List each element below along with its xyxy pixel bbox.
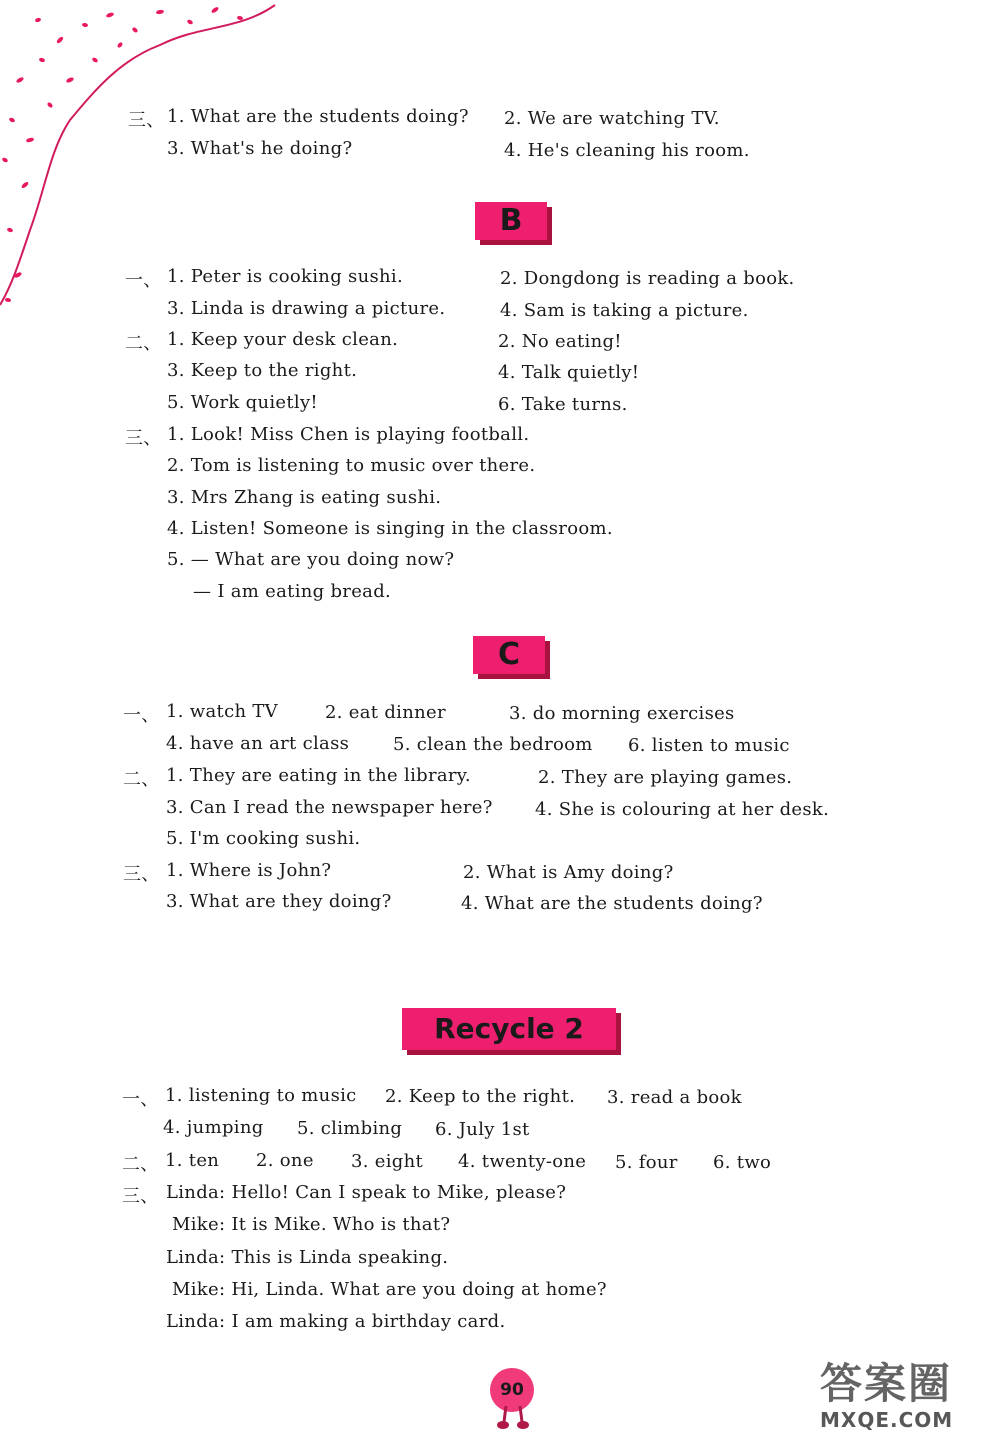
answer-line: 1. Keep your desk clean. <box>167 329 399 350</box>
page-number: 90 <box>490 1368 534 1412</box>
section-c-heading: C <box>473 636 545 674</box>
answer-line: 6. Take turns. <box>498 394 628 415</box>
answer-line: 4. He's cleaning his room. <box>504 140 750 161</box>
section-b-heading: B <box>475 202 547 240</box>
dialogue-line: Linda: Hello! Can I speak to Mike, please? <box>166 1182 567 1203</box>
recycle-2-heading: Recycle 2 <box>402 1008 616 1050</box>
answer-line: 2. They are playing games. <box>538 767 793 788</box>
answer-line: 1. Peter is cooking sushi. <box>167 266 403 287</box>
answer-line: 3. What are they doing? <box>166 891 392 912</box>
answer-line: 5. — What are you doing now? <box>167 549 455 570</box>
answer-line: 2. What is Amy doing? <box>463 862 674 883</box>
answer-line: 2. No eating! <box>498 331 622 352</box>
mascot-legs-icon <box>496 1406 530 1432</box>
answer-line: 1. What are the students doing? <box>167 106 469 127</box>
watermark <box>820 1360 995 1445</box>
section-number: 二、 <box>125 333 162 354</box>
answer-line: 3. Can I read the newspaper here? <box>166 797 493 818</box>
answer-line: 4. Listen! Someone is singing in the classroom. <box>167 518 613 539</box>
section-number: 三、 <box>122 1186 159 1207</box>
answer-item: 2. eat dinner <box>325 702 446 723</box>
answer-line: 2. We are watching TV. <box>504 108 720 129</box>
answer-line: 5. Work quietly! <box>167 392 318 413</box>
answer-line: 2. Tom is listening to music over there. <box>167 455 536 476</box>
answer-line: 3. Linda is drawing a picture. <box>167 298 446 319</box>
section-number: 三、 <box>125 428 162 449</box>
answer-line: 3. Mrs Zhang is eating sushi. <box>167 487 442 508</box>
answer-line: 4. Sam is taking a picture. <box>500 300 749 321</box>
answer-item: 4. have an art class <box>166 733 350 754</box>
section-number: 二、 <box>123 769 160 790</box>
answer-item: 2. one <box>256 1150 314 1171</box>
answer-line: 4. What are the students doing? <box>461 893 763 914</box>
dialogue-line: Linda: This is Linda speaking. <box>166 1247 449 1268</box>
answer-item: 5. clean the bedroom <box>393 734 593 755</box>
answer-item: 2. Keep to the right. <box>385 1086 576 1107</box>
answer-line: 3. Keep to the right. <box>167 360 358 381</box>
answer-item: 1. ten <box>165 1150 220 1171</box>
section-number: 一、 <box>123 705 160 726</box>
section-number: 三、 <box>123 864 160 885</box>
answer-item: 4. twenty-one <box>458 1151 587 1172</box>
answer-item: 6. listen to music <box>628 735 790 756</box>
answer-line: — I am eating bread. <box>193 581 392 602</box>
answer-item: 1. listening to music <box>165 1085 357 1106</box>
answer-line: 5. I'm cooking sushi. <box>166 828 361 849</box>
answer-item: 3. do morning exercises <box>509 703 735 724</box>
answer-line: 1. They are eating in the library. <box>166 765 471 786</box>
dialogue-line: Mike: It is Mike. Who is that? <box>172 1214 451 1235</box>
dialogue-line: Linda: I am making a birthday card. <box>166 1311 506 1332</box>
watermark-chinese: 答案圈 <box>820 1359 953 1408</box>
answer-line: 4. She is colouring at her desk. <box>535 799 830 820</box>
answer-item: 4. jumping <box>163 1117 264 1138</box>
answer-item: 6. July 1st <box>435 1119 530 1140</box>
answer-line: 4. Talk quietly! <box>498 362 640 383</box>
answer-line: 3. What's he doing? <box>167 138 353 159</box>
answer-item: 5. four <box>615 1152 678 1173</box>
answer-line: 1. Where is John? <box>166 860 332 881</box>
answer-item: 3. eight <box>351 1151 424 1172</box>
dialogue-line: Mike: Hi, Linda. What are you doing at home? <box>172 1279 607 1300</box>
watermark-url: MXQE.COM <box>820 1408 954 1432</box>
answer-item: 6. two <box>713 1152 772 1173</box>
answer-item: 1. watch TV <box>166 701 278 722</box>
section-number: 三、 <box>128 110 165 131</box>
section-number: 一、 <box>125 270 162 291</box>
section-number: 一、 <box>122 1089 159 1110</box>
section-number: 二、 <box>122 1154 159 1175</box>
answer-item: 5. climbing <box>297 1118 403 1139</box>
answer-line: 2. Dongdong is reading a book. <box>500 268 795 289</box>
answer-item: 3. read a book <box>607 1087 742 1108</box>
answer-line: 1. Look! Miss Chen is playing football. <box>167 424 530 445</box>
